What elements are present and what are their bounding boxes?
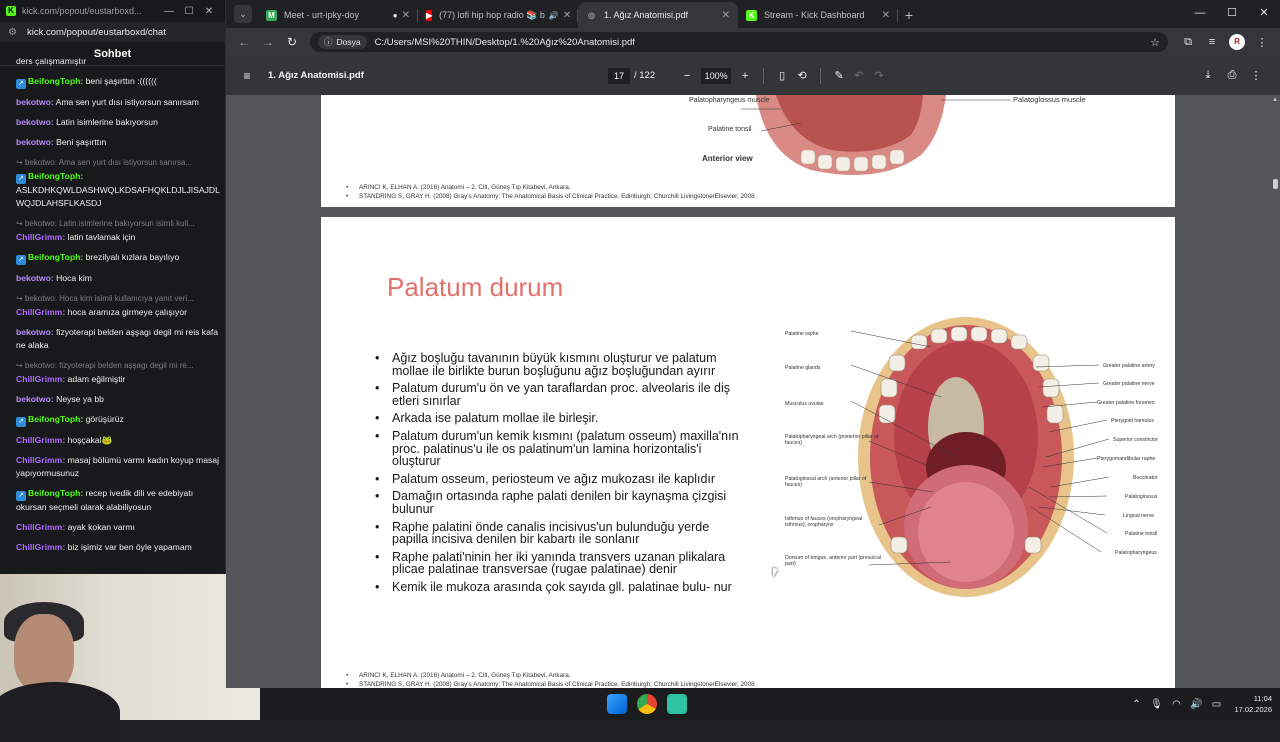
anatomy-label: Greater palatine artery — [1103, 363, 1155, 369]
chat-popout-window — [0, 0, 226, 574]
forward-icon[interactable]: → — [262, 35, 274, 49]
chat-url: kick.com/popout/eustarboxd/chat — [26, 26, 166, 38]
chat-address-bar[interactable] — [0, 22, 225, 42]
recording-icon[interactable]: ● — [392, 10, 398, 20]
tab-strip — [226, 0, 1280, 28]
anatomy-label: Pterygoid hamulus — [1111, 418, 1154, 424]
meet-icon: M — [266, 10, 277, 21]
anatomy-label: Pterygomandibular raphe — [1097, 456, 1156, 462]
chat-username[interactable]: bekotwo: — [16, 394, 54, 404]
chat-reply-preview: ↪ bekotwo: Hoca kim isimli kullanıcıya yanıt veri... — [16, 294, 194, 303]
chat-message — [16, 272, 220, 285]
chat-text: ASLKDHKQWLDASHWQLKDSAFHQKLDJLJISAJDLWQJDLAHSFLKASDJ — [16, 185, 220, 208]
windows-start-icon[interactable] — [607, 694, 627, 714]
chat-text: Beni şaşırttın — [53, 137, 107, 147]
anatomy-label: Palatoglossal arch (anterior pillar of fauces) — [785, 476, 867, 488]
browser-tab[interactable] — [578, 2, 738, 28]
tab-close-icon[interactable]: ✕ — [401, 9, 410, 21]
anatomy-label: Superior constrictor — [1113, 437, 1158, 443]
site-settings-icon[interactable]: ⚙ — [8, 26, 17, 38]
chat-username[interactable]: ChillGrimm: — [16, 522, 66, 532]
zoom-level-input[interactable]: 100% — [701, 68, 731, 84]
chat-message: ders çalışmamıştır — [16, 56, 87, 66]
bullet-item: • Raphe palati'ninin her iki yanında transvers uzanan plikalara plicae palatinae transversae (rugae palatinae) denir — [375, 551, 745, 576]
pdf-toolbar — [226, 56, 1280, 95]
chat-username[interactable]: BeifongToph: — [28, 414, 84, 424]
info-icon: ⓘ — [324, 37, 333, 47]
download-icon[interactable]: ⤓ — [1205, 69, 1211, 81]
chat-message — [16, 75, 220, 89]
tab-title: Stream - Kick Dashboard — [764, 10, 865, 20]
chat-text: adam eğilmiştir — [65, 374, 126, 384]
subscriber-badge-icon: ↗ — [16, 255, 26, 265]
tab-title: (77) lofi hip hop radio 📚 b — [439, 9, 545, 20]
anatomy-label: Palatine glands — [785, 365, 821, 371]
anatomy-label: Lingual nerve — [1123, 513, 1155, 519]
chat-message — [16, 521, 220, 534]
tab-title: 1. Ağız Anatomisi.pdf — [604, 10, 689, 20]
pdf-sidebar-menu-icon[interactable]: ≡ — [243, 68, 251, 83]
clock-time: 11:04 — [1253, 694, 1272, 703]
tab-close-icon[interactable]: ✕ — [881, 9, 890, 21]
chat-text: fizyoterapi belden aşşagı degil mi reis kafa ne alaka — [16, 327, 219, 350]
toolbar-divider — [763, 68, 764, 84]
redo-icon[interactable]: ↷ — [874, 70, 884, 82]
chat-text: recep ivedik dili ve edebiyatı okursan seçmeli olarak alabiliyosun — [16, 488, 194, 512]
taskbar-clock[interactable] — [1234, 693, 1272, 715]
tab-close-icon[interactable]: ✕ — [562, 9, 572, 21]
anatomy-label: Isthmus of fauces (oropharyngeal isthmus); oropharynx — [785, 516, 862, 528]
browser-tab[interactable] — [258, 2, 418, 28]
tab-search-icon[interactable]: ⌄ — [234, 5, 252, 23]
battery-icon[interactable]: ▭ — [1211, 698, 1222, 710]
label-anterior-view: Anterior view — [702, 154, 753, 163]
chat-username[interactable]: bekotwo: — [16, 273, 54, 283]
reference-item: • ARINCI K, ELHAN A. (2016) Anatomi – 2. Cilt, Güneş Tıp Kitabevi, Ankara. — [346, 183, 757, 192]
wifi-icon[interactable]: ◠ — [1172, 698, 1181, 710]
bullet-list — [375, 352, 745, 599]
new-tab-button[interactable]: + — [904, 7, 914, 23]
annotate-icon[interactable]: ✎ — [834, 70, 844, 82]
undo-icon[interactable]: ↶ — [854, 70, 864, 82]
subscriber-badge-icon: ↗ — [16, 174, 26, 184]
reload-icon[interactable]: ↻ — [286, 35, 298, 49]
palate-illustration — [781, 317, 1166, 607]
window-controls — [1184, 0, 1280, 26]
address-url: C:/Users/MSI%20THIN/Desktop/1.%20Ağız%20Anatomisi.pdf — [374, 36, 635, 48]
toolbar-divider — [820, 68, 821, 84]
chat-text: Hoca kim — [53, 273, 92, 283]
app-icon[interactable] — [667, 694, 687, 714]
address-bar[interactable] — [310, 32, 1168, 52]
chat-message — [16, 434, 220, 447]
clock-date: 17.02.2026 — [1234, 705, 1272, 714]
browser-tab[interactable] — [418, 2, 578, 28]
bullet-item: • Palatum durum'u ön ve yan taraflardan proc. alveolaris ile diş etleri sınırlar — [375, 382, 745, 407]
bullet-item: • Damağın ortasında raphe palati denilen bir kaynaşma çizgisi bulunur — [375, 490, 745, 515]
anatomy-label: Palatopharyngeal arch (posterior pillar of fauces) — [785, 434, 879, 446]
anatomy-label: Musculus uvulae — [785, 401, 824, 407]
anatomy-label: Greater palatine foramen — [1097, 400, 1155, 406]
reference-item: • STANDRING S, GRAY H. (2008) Gray's Anatomy: The Anatomical Basis of Clinical Practice. Edinburgh: Churchill Livingstone/Elsevier, 2008. — [346, 192, 757, 201]
chat-username[interactable]: ChillGrimm: — [16, 435, 66, 445]
pdf-viewport[interactable] — [226, 95, 1280, 688]
chat-reply-preview: ↪ bekotwo: fizyoterapi belden aşşagı degil mi re... — [16, 361, 194, 370]
fit-page-icon[interactable]: ▯ — [779, 70, 786, 82]
chat-text: biz işimiz var ben öyle yapamam — [65, 542, 192, 552]
chat-message — [16, 454, 220, 480]
label-palatoglossus-muscle: Palatoglossus muscle — [1013, 95, 1086, 104]
bullet-item: • Ağız boşluğu tavanının büyük kısmını oluşturur ve palatum mollae ile birlikte burun boşluğunu ağız boşluğundan ayırır — [375, 352, 745, 377]
chat-message — [16, 170, 220, 210]
bullet-item: • Palatum durum'un kemik kısmını (palatum osseum) maxilla'nın proc. palatinus'u ile os palatinum'un lamina horizontalis'i oluşturur — [375, 430, 745, 468]
more-options-icon[interactable]: ⋮ — [1250, 70, 1262, 82]
audio-playing-icon[interactable]: 🔊 — [548, 10, 559, 20]
chat-text: latin tavlamak için — [65, 232, 136, 242]
chat-text: Latin isimlerine bakıyorsun — [53, 117, 158, 127]
chat-text: ayak kokan varmı — [65, 522, 135, 532]
rotate-icon[interactable]: ⟲ — [797, 70, 807, 82]
minimize-icon[interactable]: — — [164, 5, 174, 17]
chat-message — [16, 487, 220, 514]
chat-username[interactable]: BeifongToph: — [28, 76, 84, 86]
chat-text: Ama sen yurt dısı istiyorsun sanırsam — [53, 97, 199, 107]
youtube-icon: ▶ — [426, 10, 433, 20]
site-chip-label: Dosya — [336, 37, 361, 47]
label-palatopharyngeus: Palatopharyngeus muscle — [689, 97, 770, 104]
profile-avatar[interactable]: R — [1229, 34, 1245, 50]
reading-list-icon[interactable]: ≡ — [1208, 36, 1216, 48]
chat-message — [16, 541, 220, 554]
mouth-anterior-illustration — [321, 95, 1175, 185]
chat-message — [16, 136, 220, 149]
bullet-item: • Arkada ise palatum mollae ile birleşir. — [375, 412, 745, 425]
tab-separator — [897, 9, 898, 22]
anatomy-label: Greater palatine nerve — [1103, 381, 1155, 387]
chat-text: masaj bölümü varmı kadın koyup masaj yapıyormusunuz — [16, 455, 219, 478]
microphone-icon[interactable]: 🎙 — [1150, 698, 1163, 710]
volume-icon[interactable]: 🔊 — [1190, 698, 1203, 710]
slide-title: Palatum durum — [387, 272, 564, 302]
chat-username[interactable]: ChillGrimm: — [16, 455, 66, 465]
site-info-chip[interactable] — [318, 35, 367, 49]
browser-tab[interactable] — [738, 2, 898, 28]
label-palatine-tonsil: Palatine tonsil — [708, 126, 752, 133]
pdf-page-16 — [321, 95, 1175, 207]
anatomy-label: Dorsum of tongue, anterior part (presulcal part) — [785, 555, 882, 567]
chat-reply-preview: ↪ bekotwo: Ama sen yurt dısı istiyorsun sanırsa... — [16, 158, 193, 167]
chat-username[interactable]: ChillGrimm: — [16, 542, 66, 552]
chat-text: brezilyalı kızlara bayılıyo — [83, 252, 180, 262]
browser-toolbar — [226, 28, 1280, 56]
pdf-page-17 — [321, 217, 1175, 697]
chat-text: hoşçakal🐸 — [65, 435, 113, 445]
chat-window-title: kick.com/popout/eustarboxd... — [22, 6, 142, 16]
webcam-overlay — [0, 574, 260, 720]
system-tray — [1126, 688, 1272, 720]
scrollbar-thumb[interactable] — [1273, 179, 1278, 189]
print-icon[interactable]: ⎙ — [1227, 69, 1237, 81]
chat-message — [16, 231, 220, 244]
page-total: / 122 — [634, 70, 656, 81]
chat-text: görüşürüz — [83, 414, 124, 424]
page-number-input[interactable]: 17 — [608, 68, 630, 84]
webcam-person-body — [0, 682, 120, 742]
anatomy-label: Palatine tonsil — [1125, 531, 1158, 537]
chat-message — [16, 393, 220, 406]
references-main — [346, 671, 757, 689]
chat-message — [16, 373, 220, 386]
chat-username[interactable]: bekotwo: — [16, 327, 54, 337]
reference-item: • STANDRING S, GRAY H. (2008) Gray's Anatomy: The Anatomical Basis of Clinical Practice. Edinburgh: Churchill Livingstone/Elsevier, 2008. — [346, 680, 757, 689]
subscriber-badge-icon: ↗ — [16, 491, 26, 501]
chat-message — [16, 306, 220, 319]
zoom-out-icon[interactable]: − — [683, 69, 691, 82]
chat-username[interactable]: ChillGrimm: — [16, 232, 66, 242]
chat-username[interactable]: BeifongToph: — [28, 488, 84, 498]
chrome-icon[interactable] — [637, 694, 657, 714]
globe-icon: ◎ — [588, 10, 595, 20]
chat-message — [16, 96, 220, 109]
webcam-person-face — [14, 614, 74, 692]
back-icon[interactable]: ← — [238, 35, 250, 49]
bullet-item: • Kemik ile mukoza arasında çok sayıda gll. palatinae bulu- nur — [375, 581, 745, 594]
anatomy-label: Buccinator — [1133, 475, 1158, 481]
pdf-scrollbar[interactable] — [1270, 95, 1280, 688]
chat-username[interactable]: BeifongToph: — [28, 252, 84, 262]
chat-header: Sohbet — [0, 42, 225, 66]
chat-message — [16, 116, 220, 129]
maximize-icon[interactable]: ☐ — [1227, 7, 1237, 19]
kick-icon: K — [746, 10, 757, 21]
zoom-in-icon[interactable]: + — [741, 69, 749, 82]
chat-username[interactable]: ChillGrimm: — [16, 374, 66, 384]
browser-window — [226, 0, 1280, 688]
pdf-filename: 1. Ağız Anatomisi.pdf — [268, 70, 364, 81]
windows-taskbar — [260, 688, 1280, 720]
tab-close-icon[interactable]: ✕ — [721, 9, 730, 21]
tab-title: Meet - urt-ipky-doy — [284, 10, 360, 20]
chat-message — [16, 413, 220, 427]
reference-item: • ARINCI K, ELHAN A. (2016) Anatomi – 2. Cilt, Güneş Tıp Kitabevi, Ankara. — [346, 671, 757, 680]
taskbar-apps — [602, 694, 692, 714]
chat-message — [16, 326, 220, 352]
scroll-up-icon[interactable]: ▲ — [1272, 97, 1278, 103]
chat-username[interactable]: bekotwo: — [16, 117, 54, 127]
chat-username[interactable]: bekotwo: — [16, 97, 54, 107]
anatomy-label: Palatoglossus — [1125, 494, 1158, 500]
subscriber-badge-icon: ↗ — [16, 417, 26, 427]
anatomy-label: Palatine raphe — [785, 331, 819, 337]
browser-menu-icon[interactable]: ⋮ — [1256, 36, 1268, 49]
kick-icon: K — [6, 6, 16, 16]
anatomy-label: Palatopharyngeus — [1115, 550, 1157, 556]
pdf-toolbar-right — [1196, 56, 1268, 95]
bullet-item: • Palatum osseum, periosteum ve ağız mukozası ile kaplıdır — [375, 473, 745, 486]
extensions-icon[interactable]: ⧉ — [1184, 35, 1192, 48]
chat-reply-preview: ↪ bekotwo: Latin isimlerine bakıyorsun isimli kull... — [16, 219, 195, 228]
chat-message — [16, 251, 220, 265]
chat-message-list — [0, 56, 226, 574]
chevron-up-icon[interactable]: ⌃ — [1132, 698, 1141, 710]
bullet-item: • Raphe palatini önde canalis incisivus'un bulunduğu yerde papilla incisiva denilen bir kabartı ile sonlanır — [375, 521, 745, 546]
close-icon[interactable]: ✕ — [1259, 7, 1269, 19]
close-icon[interactable]: ✕ — [204, 5, 214, 17]
chat-username[interactable]: bekotwo: — [16, 137, 54, 147]
chat-text: hoca aramıza girmeye çalışıyor — [65, 307, 187, 317]
tab-list — [258, 2, 898, 28]
chat-username[interactable]: ChillGrimm: — [16, 307, 66, 317]
maximize-icon[interactable]: ☐ — [184, 5, 194, 17]
subscriber-badge-icon: ↗ — [16, 79, 26, 89]
references-top — [346, 183, 757, 201]
chat-window-titlebar — [0, 0, 225, 22]
chat-text: Neyse ya bb — [53, 394, 104, 404]
chat-text: beni şaşırttın :(((((( — [83, 76, 157, 86]
chat-username[interactable]: BeifongToph: — [28, 171, 84, 181]
minimize-icon[interactable]: — — [1194, 7, 1206, 19]
bookmark-star-icon[interactable]: ☆ — [1150, 36, 1160, 49]
